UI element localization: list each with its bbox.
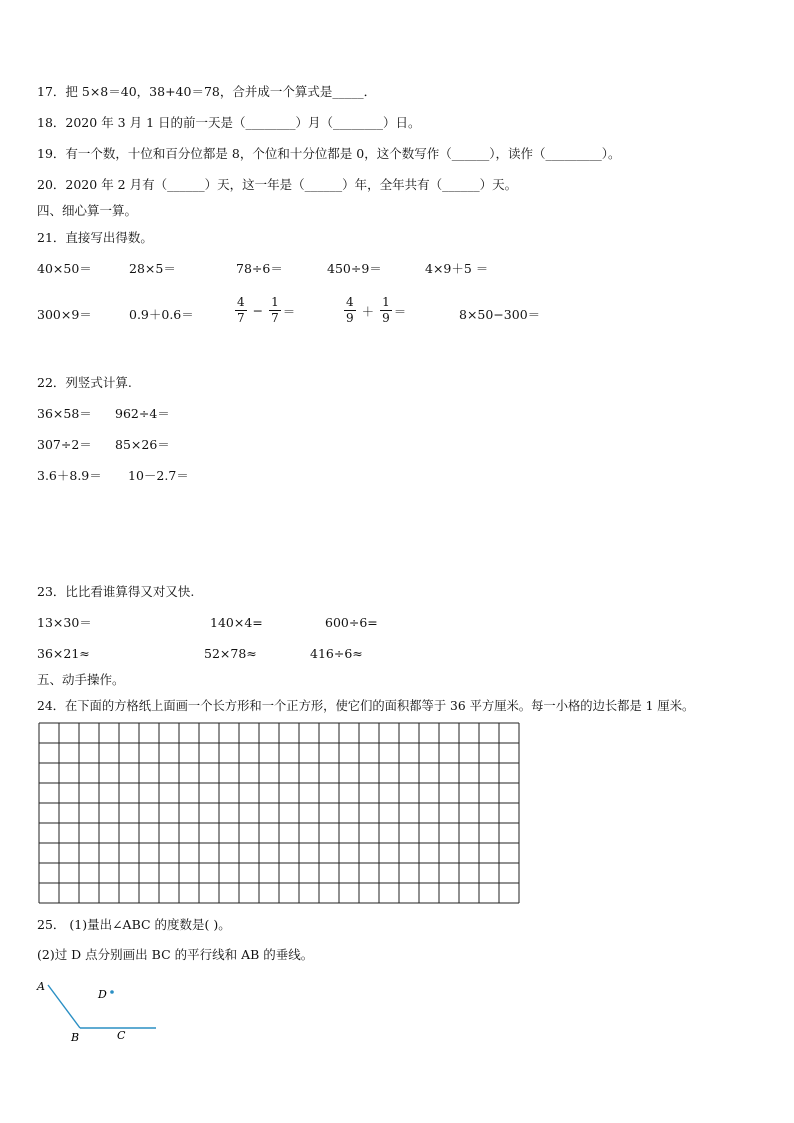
segment-ab — [48, 985, 80, 1028]
calc-item: 36×58＝ — [37, 406, 92, 421]
denominator: 9 — [382, 311, 390, 325]
calc-item: 40×50＝ — [37, 261, 92, 276]
question-21: 21．直接写出得数。 — [37, 230, 153, 245]
section-4-heading: 四、细心算一算。 — [37, 203, 138, 218]
question-17: 17．把 5×8＝40，38+40＝78，合并成一个算式是_____． — [37, 84, 377, 99]
calc-item: 140×4= — [210, 615, 263, 630]
operator: − — [252, 303, 264, 318]
operator: ＋ — [361, 303, 375, 319]
label-d: D — [98, 988, 107, 1001]
calc-item: 4×9＋5 ＝ — [425, 261, 489, 276]
question-25-part-1: 25． (1)量出∠ABC 的度数是( )。 — [37, 917, 231, 932]
equals: ＝ — [282, 303, 296, 319]
calc-item: 450÷9＝ — [327, 261, 382, 276]
point-d — [110, 990, 114, 994]
question-20: 20．2020 年 2 月有（______）天，这一年是（______）年，全年共有（______）天。 — [37, 177, 518, 192]
calc-item: 300×9＝ — [37, 307, 92, 322]
denominator: 9 — [346, 311, 354, 325]
question-23: 23．比比看谁算得又对又快. — [37, 584, 195, 599]
denominator: 7 — [237, 311, 245, 325]
calc-item: 28×5＝ — [129, 261, 176, 276]
label-c: C — [117, 1029, 126, 1042]
fraction-expression-2 — [342, 295, 406, 326]
calc-item: 3.6＋8.9＝ — [37, 468, 102, 483]
calc-item: 36×21≈ — [37, 646, 90, 661]
calc-item: 78÷6＝ — [236, 261, 283, 276]
numerator: 4 — [346, 295, 354, 309]
numerator: 1 — [382, 295, 390, 309]
calc-item: 52×78≈ — [204, 646, 257, 661]
numerator: 4 — [237, 295, 245, 309]
calc-item: 600÷6= — [325, 615, 378, 630]
fraction-expression-1 — [233, 295, 295, 326]
question-25-part-2: (2)过 D 点分别画出 BC 的平行线和 AB 的垂线。 — [37, 947, 314, 962]
calc-item: 85×26＝ — [115, 437, 170, 452]
label-a: A — [37, 980, 45, 993]
grid-paper — [38, 722, 520, 904]
label-b: B — [71, 1031, 80, 1044]
question-19: 19．有一个数，十位和百分位都是 8，个位和十分位都是 0，这个数写作（______），读作（_________）。 — [37, 146, 621, 161]
denominator: 7 — [271, 311, 279, 325]
calc-item: 8×50−300＝ — [459, 307, 541, 322]
question-24: 24．在下面的方格纸上面画一个长方形和一个正方形，使它们的面积都等于 36 平方厘米。每一小格的边长都是 1 厘米。 — [37, 699, 695, 713]
calc-item: 307÷2＝ — [37, 437, 92, 452]
question-22: 22．列竖式计算. — [37, 375, 132, 390]
question-18: 18．2020 年 3 月 1 日的前一天是（________）月（________）日。 — [37, 115, 421, 130]
angle-figure — [30, 975, 170, 1050]
calc-item: 416÷6≈ — [310, 646, 363, 661]
numerator: 1 — [271, 295, 279, 309]
equals: ＝ — [393, 303, 407, 319]
section-5-heading: 五、动手操作。 — [37, 672, 125, 687]
calc-item: 10－2.7＝ — [128, 468, 189, 483]
calc-item: 0.9＋0.6＝ — [129, 307, 194, 322]
calc-item: 962÷4＝ — [115, 406, 170, 421]
calc-item: 13×30＝ — [37, 615, 92, 630]
